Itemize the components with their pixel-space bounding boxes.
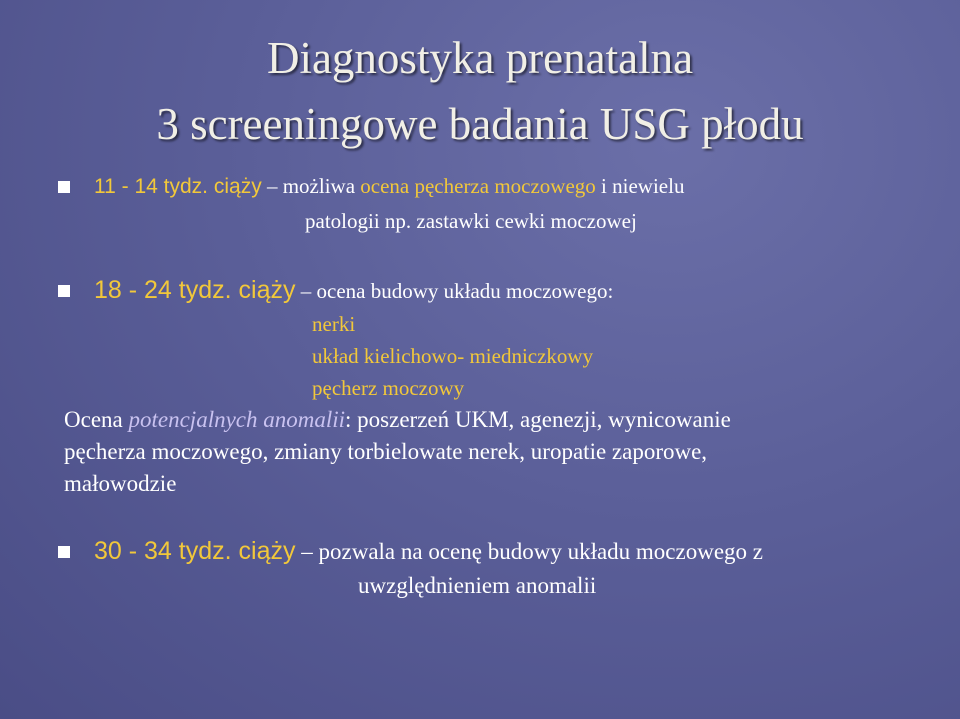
section3-term: ciąży xyxy=(238,537,296,565)
section2-item: pęcherz moczowy xyxy=(312,376,465,400)
section2-anomalies-line3: małowodzie xyxy=(64,471,177,496)
section3-line2: uwzględnieniem anomalii xyxy=(358,573,597,598)
anomalies-line1: : poszerzeń UKM, agenezji, wynicowanie xyxy=(345,407,731,432)
anomalies-italic: potencjalnych anomalii xyxy=(128,407,346,432)
section1-period: 11 - 14 tydz. xyxy=(94,175,214,198)
slide-title-line1: Diagnostyka prenatalna xyxy=(266,33,694,83)
bullet-square-icon xyxy=(58,285,70,297)
section2-item: układ kielichowo- miedniczkowy xyxy=(312,344,594,368)
section2-dash: – ocena budowy układu moczowego: xyxy=(295,279,614,303)
section2-line1 xyxy=(94,276,613,305)
section1-highlight: ocena pęcherza moczowego xyxy=(360,174,596,198)
section3-period: 30 - 34 tydz. xyxy=(94,537,239,565)
section2-anomalies-line2: pęcherza moczowego, zmiany torbielowate nerek, uropatie zaporowe, xyxy=(64,439,708,464)
slide-title-line2: 3 screeningowe badania USG płodu xyxy=(156,99,804,149)
section2-period: 18 - 24 tydz. xyxy=(94,276,239,304)
anomalies-prefix: Ocena xyxy=(64,407,129,432)
bullet-square-icon xyxy=(58,181,70,193)
bullet-square-icon xyxy=(58,546,70,558)
section1-line2: patologii np. zastawki cewki moczowej xyxy=(305,209,637,233)
section1-line1 xyxy=(94,174,684,199)
section2-item: nerki xyxy=(312,312,356,336)
section2-term: ciąży xyxy=(238,276,296,304)
section1-dash: – możliwa xyxy=(261,174,361,198)
section1-term: ciąży xyxy=(213,175,262,198)
section2-anomalies-line1 xyxy=(64,407,731,433)
section3-dash: – pozwala na ocenę budowy układu moczowego z xyxy=(295,539,764,564)
section3-line1 xyxy=(94,537,763,566)
section1-rest: i niewielu xyxy=(595,174,685,198)
